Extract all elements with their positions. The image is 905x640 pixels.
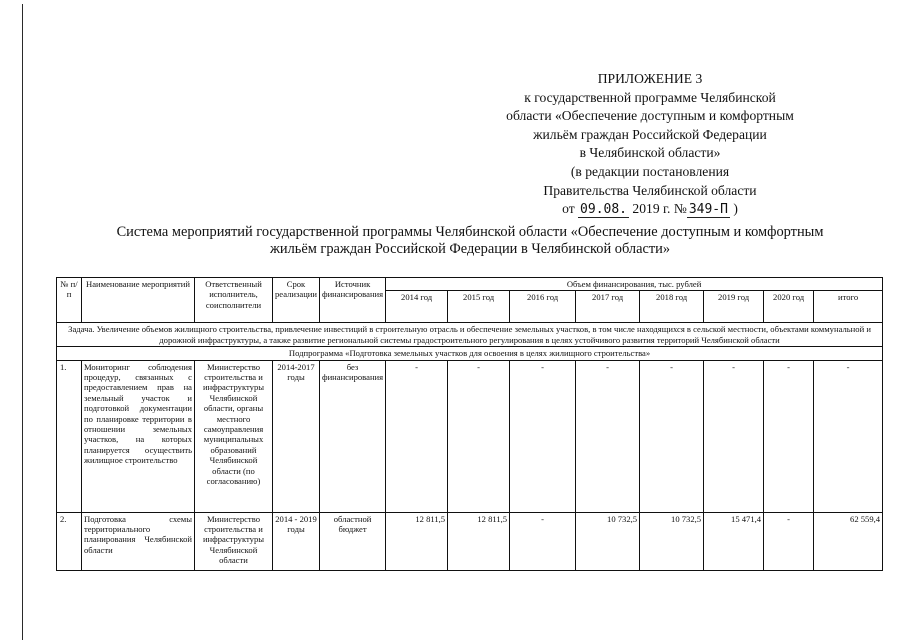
row-name: Мониторинг соблюдения процедур, связанных с предоставлением прав на земельный участок и подготовкой документации по планировке территории в отношении земельных участков, на которых планируется осуществить жилищное строительство <box>82 360 195 512</box>
row-value: - <box>448 360 510 512</box>
header-funding: Объем финансирования, тыс. рублей <box>386 278 883 291</box>
row-num: 1. <box>57 360 82 512</box>
row-name: Подготовка схемы территориального планирования Челябинской области <box>82 512 195 570</box>
subprogram-row: Подпрограмма «Подготовка земельных участков для освоения в целях жилищного строительства» <box>57 347 883 360</box>
row-value: - <box>764 360 814 512</box>
row-value: - <box>764 512 814 570</box>
row-executor: Министерство строительства и инфраструктуры Челябинской области, органы местного самоуправления муниципальных образований Челябинской области (по согласованию) <box>195 360 273 512</box>
header-year: 2015 год <box>448 291 510 323</box>
row-total: - <box>814 360 883 512</box>
header-name: Наименование мероприятий <box>82 278 195 323</box>
document-title <box>60 224 880 258</box>
scan-left-border <box>22 4 23 640</box>
header-executor: Ответственный исполнитель, соисполнители <box>195 278 273 323</box>
header-period: Срок реализации <box>273 278 320 323</box>
table-row <box>57 512 883 570</box>
header-num: № п/п <box>57 278 82 323</box>
appendix-line: к государственной программе Челябинской <box>524 89 776 105</box>
header-total: итого <box>814 291 883 323</box>
appendix-line: области «Обеспечение доступным и комфортным <box>506 108 794 124</box>
row-value: - <box>510 512 576 570</box>
appendix-block <box>470 70 830 220</box>
appendix-date-line <box>470 200 830 220</box>
row-period: 2014-2017 годы <box>273 360 320 512</box>
document-title-line: Система мероприятий государственной программы Челябинской области «Обеспечение доступным и комфортным <box>116 224 824 240</box>
row-num: 2. <box>57 512 82 570</box>
row-period: 2014 - 2019 годы <box>273 512 320 570</box>
row-value: 10 732,5 <box>576 512 640 570</box>
date-suffix: ) <box>733 201 738 217</box>
header-year: 2017 год <box>576 291 640 323</box>
header-year: 2018 год <box>640 291 704 323</box>
header-year: 2019 год <box>704 291 764 323</box>
row-value: 15 471,4 <box>704 512 764 570</box>
row-source: без финансирования <box>320 360 386 512</box>
handwritten-number: 349-П <box>688 202 728 218</box>
row-value: 12 811,5 <box>448 512 510 570</box>
row-executor: Министерство строительства и инфраструктуры Челябинской области <box>195 512 273 570</box>
appendix-line: жильём граждан Российской Федерации <box>533 126 767 142</box>
row-value: - <box>510 360 576 512</box>
table-row <box>57 360 883 512</box>
row-value: - <box>704 360 764 512</box>
row-value: - <box>386 360 448 512</box>
handwritten-date: 09.08. <box>580 202 628 218</box>
appendix-line: Правительства Челябинской области <box>543 182 757 198</box>
header-year: 2020 год <box>764 291 814 323</box>
row-value: 12 811,5 <box>386 512 448 570</box>
header-year: 2016 год <box>510 291 576 323</box>
header-year: 2014 год <box>386 291 448 323</box>
row-total: 62 559,4 <box>814 512 883 570</box>
date-year: 2019 г. № <box>632 201 687 217</box>
date-prefix: от <box>562 201 575 217</box>
header-source: Источник финансирования <box>320 278 386 323</box>
appendix-line: в Челябинской области» <box>579 145 721 161</box>
document-title-line: жильём граждан Российской Федерации в Челябинской области» <box>269 241 671 257</box>
row-value: 10 732,5 <box>640 512 704 570</box>
appendix-line: (в редакции постановления <box>570 163 730 179</box>
row-source: областной бюджет <box>320 512 386 570</box>
task-row: Задача. Увеличение объемов жилищного строительства, привлечение инвестиций в строительную отрасль и обеспечение земельных участков, в том числе находящихся в сельской местности, объектами коммунальной и дорожной инфраструктуры, а также развитие региональной системы градостроительного регулирования в целях устойчивого развития территорий Челябинской области <box>57 323 883 347</box>
row-value: - <box>576 360 640 512</box>
row-value: - <box>640 360 704 512</box>
measures-table <box>56 277 883 571</box>
appendix-title: ПРИЛОЖЕНИЕ 3 <box>597 71 703 86</box>
